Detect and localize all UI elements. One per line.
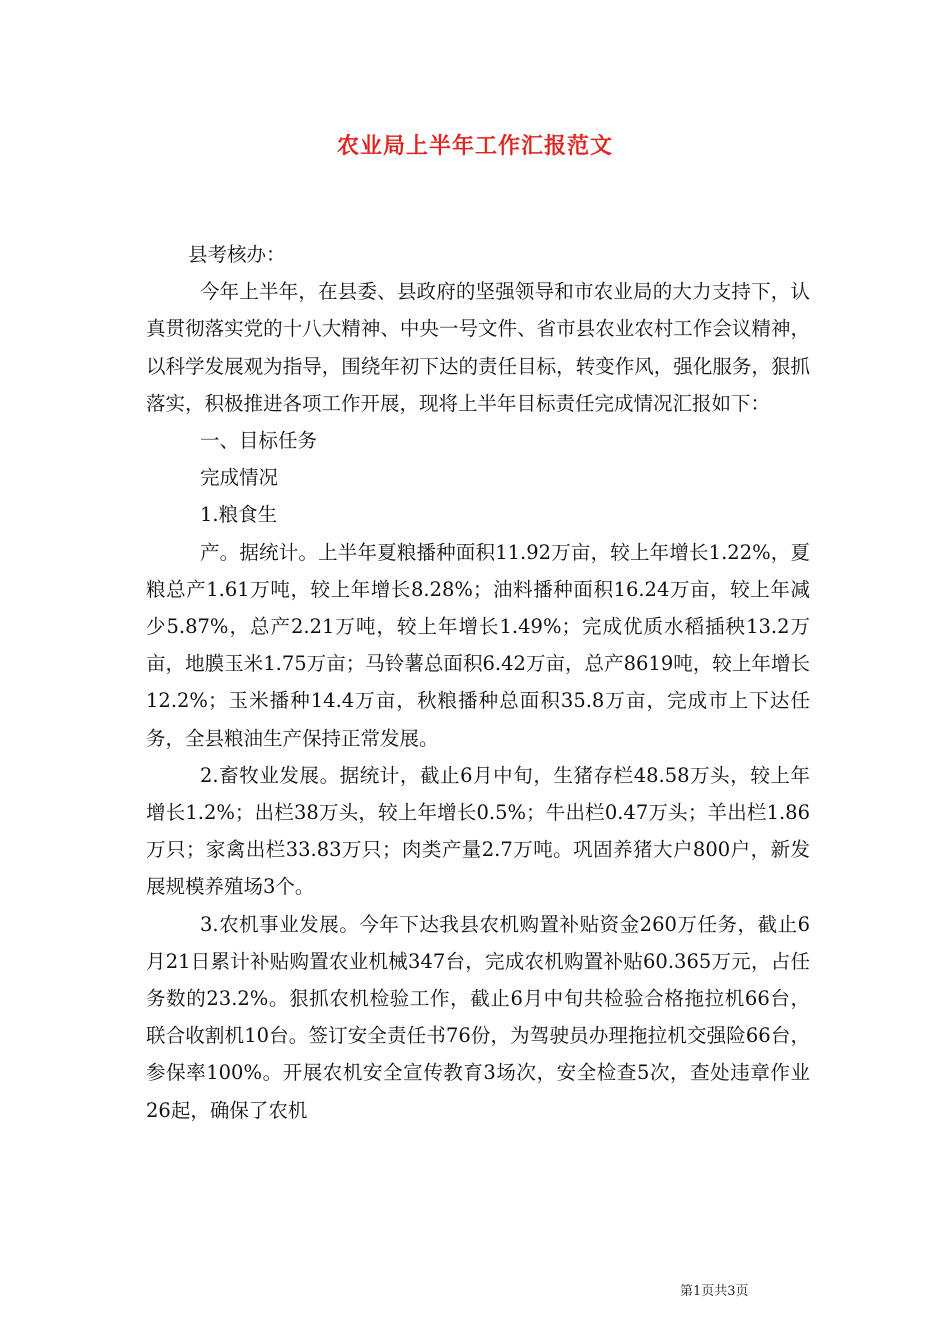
section-heading: 一、目标任务 <box>200 429 318 453</box>
item1-heading: 1.粮食生 <box>200 503 278 527</box>
document-title: 农业局上半年工作汇报范文 <box>336 133 613 159</box>
item2-paragraph: 2.畜牧业发展。据统计，截止6月中旬，生猪存栏48.58万头，较上年增长1.2%；出栏38万头，较上年增长0.5%；牛出栏0.47万头；羊出栏1.86万只；家禽出栏33.83万只；肉类产量2.7万吨。巩固养猪大户800户，新发展规模养殖场3个。 <box>146 763 810 899</box>
intro-paragraph: 今年上半年，在县委、县政府的坚强领导和市农业局的大力支持下，认真贯彻落实党的十八大精神、中央一号文件、省市县农业农村工作会议精神，以科学发展观为指导，围绕年初下达的责任目标，转变作风，强化服务，狠抓落实，积极推进各项工作开展，现将上半年目标责任完成情况汇报如下： <box>146 280 810 415</box>
subsection-heading: 完成情况 <box>200 466 279 490</box>
item3-paragraph: 3.农机事业发展。今年下达我县农机购置补贴资金260万任务，截止6月21日累计补贴购置农业机械347台，完成农机购置补贴60.365万元，占任务数的23.2%。狠抓农机检验工作，截止6月中旬共检验合格拖拉机66台，联合收割机10台。签订安全责任书76份，为驾驶员办理拖拉机交强险66台，参保率100%。开展农机安全宣传教育3场次，安全检查5次，查处违章作业26起，确保了农机 <box>146 912 810 1122</box>
item1-paragraph: 产。据统计。上半年夏粮播种面积11.92万亩，较上年增长1.22%，夏粮总产1.61万吨，较上年增长8.28%；油料播种面积16.24万亩，较上年减少5.87%，总产2.21万吨，较上年增长1.49%；完成优质水稻插秧13.2万亩，地膜玉米1.75万亩；马铃薯总面积6.42万亩，总产8619吨，较上年增长12.2%；玉米播种14.4万亩，秋粮播种总面积35.8万亩，完成市上下达任务，全县粮油生产保持正常发展。 <box>146 540 810 750</box>
salutation: 县考核办： <box>188 243 286 266</box>
page-indicator: 第1页共3页 <box>680 1284 749 1299</box>
document-body <box>146 236 810 1129</box>
